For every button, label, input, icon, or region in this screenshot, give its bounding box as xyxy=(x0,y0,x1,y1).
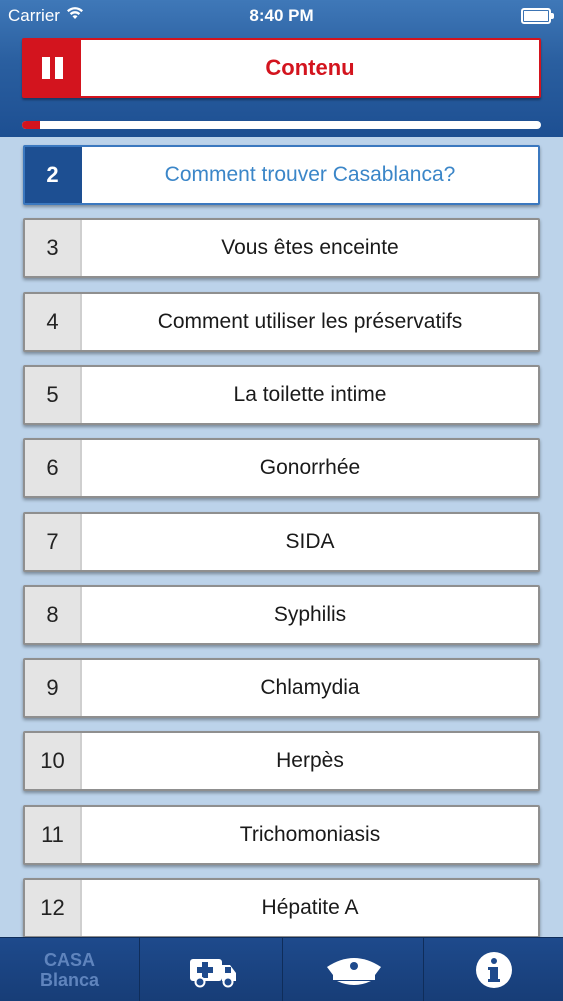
chapter-number: 7 xyxy=(25,514,82,570)
list-item[interactable] xyxy=(23,438,540,498)
chapter-title: La toilette intime xyxy=(233,382,387,406)
chapter-list[interactable] xyxy=(0,137,563,937)
clock: 8:40 PM xyxy=(249,6,314,25)
chapter-title: Trichomoniasis xyxy=(239,822,381,846)
tab-ambulance[interactable] xyxy=(143,938,283,1001)
contents-header-card xyxy=(22,38,541,98)
tab-casa-line1: CASA xyxy=(43,949,95,970)
chapter-number: 9 xyxy=(25,660,82,716)
bottom-tab-bar xyxy=(0,937,563,1001)
chapter-number: 4 xyxy=(25,294,82,350)
header-bar xyxy=(0,0,563,137)
list-item[interactable] xyxy=(23,218,540,278)
tab-casa-line2: Blanca xyxy=(39,969,100,990)
list-item[interactable] xyxy=(23,292,540,352)
ambulance-icon xyxy=(188,951,238,989)
list-item[interactable] xyxy=(23,805,540,865)
tab-info[interactable] xyxy=(424,938,563,1001)
chapter-number: 12 xyxy=(25,880,82,936)
list-item[interactable] xyxy=(23,365,540,425)
police-cap-icon xyxy=(323,951,385,989)
list-item[interactable] xyxy=(23,585,540,645)
chapter-title: SIDA xyxy=(285,529,335,553)
chapter-number: 6 xyxy=(25,440,82,496)
chapter-title: Comment trouver Casablanca? xyxy=(164,163,456,186)
carrier-label: Carrier xyxy=(8,6,60,25)
chapter-title: Hépatite A xyxy=(261,896,359,919)
pause-icon xyxy=(42,57,63,79)
chapter-title: Gonorrhée xyxy=(259,456,361,480)
list-item[interactable] xyxy=(23,145,540,205)
list-item[interactable] xyxy=(23,658,540,718)
chapter-number: 5 xyxy=(25,367,82,423)
chapter-number: 3 xyxy=(25,220,82,276)
chapter-title: Chlamydia xyxy=(260,676,360,700)
chapter-number: 8 xyxy=(25,587,82,643)
chapter-title: Herpès xyxy=(276,749,344,773)
list-item[interactable] xyxy=(23,878,540,937)
progress-fill xyxy=(22,121,40,129)
tab-casa-blanca[interactable] xyxy=(0,938,140,1001)
chapter-title: Vous êtes enceinte xyxy=(221,236,399,260)
chapter-title: Syphilis xyxy=(273,602,347,626)
status-bar xyxy=(0,0,563,30)
tab-police[interactable] xyxy=(284,938,424,1001)
list-item[interactable] xyxy=(23,731,540,791)
list-item[interactable] xyxy=(23,512,540,572)
chapter-number: 10 xyxy=(25,733,82,789)
progress-bar[interactable] xyxy=(22,121,541,129)
page-title: Contenu xyxy=(265,55,355,80)
pause-button[interactable] xyxy=(24,40,81,96)
chapter-title: Comment utiliser les préservatifs xyxy=(157,309,463,333)
chapter-number: 11 xyxy=(25,807,82,863)
chapter-number: 2 xyxy=(25,147,82,203)
battery-icon xyxy=(521,8,551,24)
info-icon xyxy=(474,950,514,990)
